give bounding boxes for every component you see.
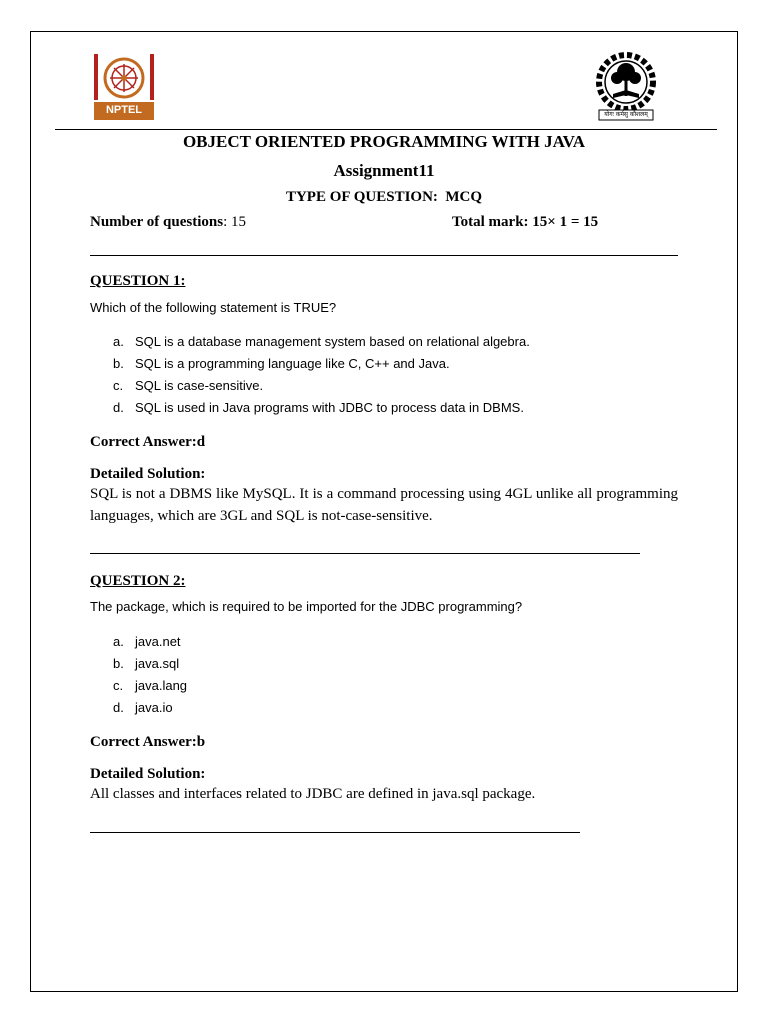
- option-label: c.: [113, 378, 124, 393]
- question-2-option-a: [113, 634, 181, 649]
- divider-line: [90, 255, 678, 256]
- question-2-option-c: [113, 678, 187, 693]
- num-questions-label: Number of questions: [90, 214, 224, 230]
- question-1-option-d: [113, 400, 524, 415]
- option-label: b.: [113, 356, 124, 371]
- question-1-title: QUESTION 1:: [90, 273, 186, 289]
- iit-kharagpur-emblem: [591, 50, 661, 122]
- option-label: c.: [113, 678, 124, 693]
- question-2-option-d: [113, 700, 173, 715]
- option-label: d.: [113, 400, 124, 415]
- option-label: d.: [113, 700, 124, 715]
- question-2-answer: Correct Answer:b: [90, 734, 206, 750]
- option-label: a.: [113, 634, 124, 649]
- option-label: a.: [113, 334, 124, 349]
- option-text: java.net: [135, 634, 181, 649]
- option-text: SQL is used in Java programs with JDBC to process data in DBMS.: [135, 400, 524, 415]
- course-title: OBJECT ORIENTED PROGRAMMING WITH JAVA: [182, 132, 586, 151]
- question-1-solution: SQL is not a DBMS like MySQL. It is a command processing using 4GL unlike all programming languages, which are 3GL and SQL is not-case-sensitive.: [90, 486, 678, 524]
- question-2-solution: All classes and interfaces related to JDBC are defined in java.sql package.: [90, 786, 536, 802]
- option-label: b.: [113, 656, 124, 671]
- question-1-text: Which of the following statement is TRUE?: [90, 300, 337, 315]
- assignment-title: Assignment11: [333, 161, 435, 180]
- option-text: java.io: [135, 700, 173, 715]
- num-questions-value: : 15: [223, 214, 246, 230]
- option-text: SQL is case-sensitive.: [135, 378, 264, 393]
- nptel-logo-text: NPTEL: [105, 104, 143, 116]
- option-text: SQL is a programming language like C, C++ and Java.: [135, 356, 450, 371]
- option-text: java.sql: [135, 656, 180, 671]
- option-text: java.lang: [135, 678, 188, 693]
- divider-line: [90, 553, 640, 554]
- question-type: TYPE OF QUESTION: MCQ: [285, 189, 483, 205]
- emblem-motto: योगः कर्मसु कौशलम्: [604, 111, 648, 118]
- question-2-text: The package, which is required to be imported for the JDBC programming?: [90, 599, 523, 614]
- header-rule: [55, 129, 717, 130]
- option-text: SQL is a database management system based on relational algebra.: [135, 334, 530, 349]
- divider-line: [90, 832, 580, 833]
- question-1-option-c: [113, 378, 263, 393]
- question-2-title: QUESTION 2:: [90, 573, 186, 589]
- total-mark: Total mark: 15× 1 = 15: [452, 214, 599, 230]
- nptel-logo: [90, 52, 158, 122]
- question-1-answer: Correct Answer:d: [90, 434, 206, 450]
- question-2-solution-label: Detailed Solution:: [90, 766, 206, 782]
- question-1-option-b: [113, 356, 450, 371]
- number-of-questions: [90, 214, 246, 231]
- question-2-option-b: [113, 656, 179, 671]
- question-1-option-a: [113, 334, 530, 349]
- question-1-solution-label: Detailed Solution:: [90, 466, 206, 482]
